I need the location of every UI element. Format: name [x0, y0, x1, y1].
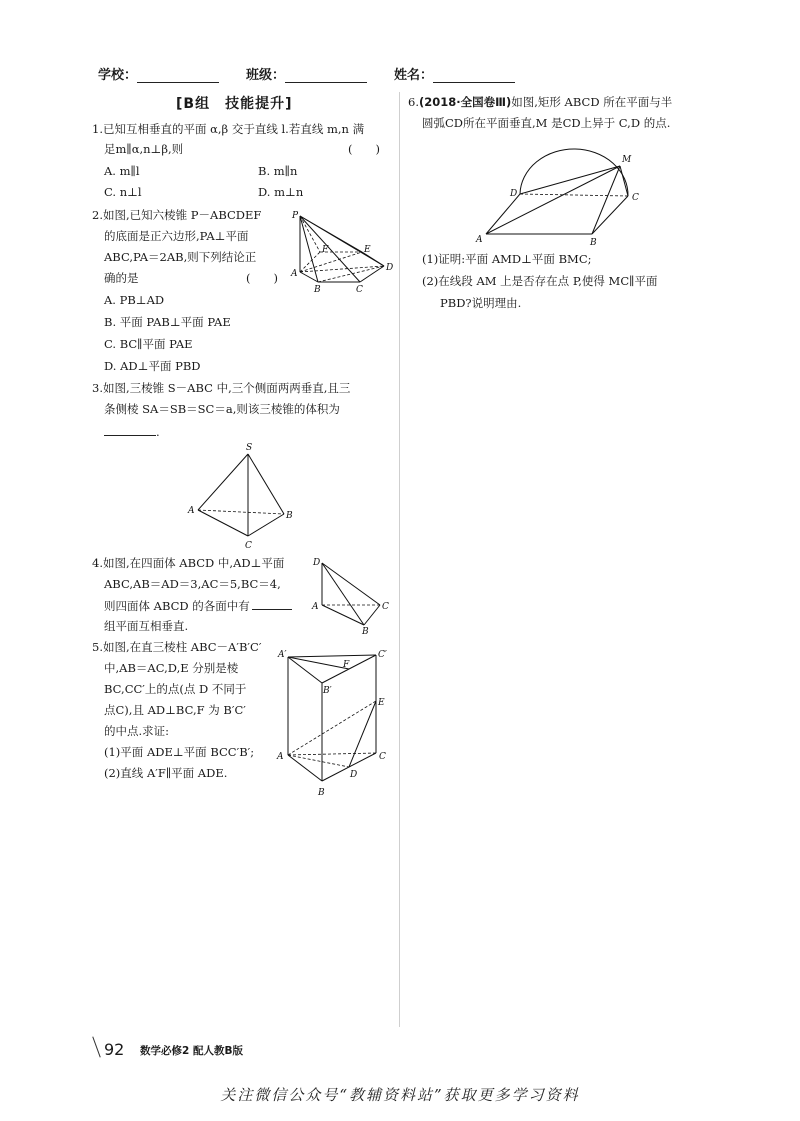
- q3-line3: [104, 424, 160, 439]
- q2-label-c: C: [356, 285, 363, 295]
- q2-hexagonal-pyramid-figure: [290, 208, 400, 298]
- q5-label-c: C: [379, 752, 386, 762]
- q6-label-m: M: [622, 155, 632, 165]
- q2-option-a: A. PB⊥AD: [104, 293, 165, 307]
- class-label: 班级：: [246, 68, 286, 83]
- q2-option-b: B. 平面 PAB⊥平面 PAE: [104, 315, 231, 329]
- q4-label-d: D: [313, 558, 321, 568]
- q5-line5: 的中点.求证:: [104, 724, 170, 738]
- q1-option-c: C. n⊥l: [104, 185, 142, 199]
- q3-line3-end: .: [156, 425, 160, 439]
- name-label: 姓名：: [394, 68, 434, 83]
- q4-line4: 组平面互相垂直.: [104, 619, 189, 633]
- q1-option-d: D. m⊥n: [258, 185, 304, 199]
- q6-line1-rest: 如图,矩形 ABCD 所在平面与半: [511, 95, 673, 109]
- school-field: [98, 64, 219, 83]
- q2-label-e: E: [364, 245, 371, 255]
- q6-source: (2018·全国卷Ⅲ): [418, 95, 512, 109]
- q5-part2: (2)直线 A′F∥平面 ADE.: [104, 766, 228, 780]
- q6-label-d: D: [510, 189, 518, 199]
- name-blank: [433, 70, 515, 83]
- q5-label-b: B: [318, 788, 325, 798]
- q3-line2: 条侧棱 SA＝SB＝SC＝a,则该三棱锥的体积为: [104, 402, 340, 416]
- q1-line1: 1.已知互相垂直的平面 α,β 交于直线 l.若直线 m,n 满: [92, 122, 365, 136]
- q5-line2: 中,AB＝AC,D,E 分别是棱: [104, 661, 239, 675]
- q4-label-c: C: [382, 602, 389, 612]
- book-title: 数学必修2 配人教B版: [140, 1045, 243, 1057]
- q2-label-p: P: [292, 211, 299, 221]
- q3-line1: 3.如图,三棱锥 S－ABC 中,三个侧面两两垂直,且三: [92, 381, 351, 395]
- class-blank: [285, 70, 367, 83]
- q3-label-a: A: [188, 506, 195, 516]
- q1-option-a: A. m∥l: [104, 164, 140, 178]
- name-field: [394, 64, 515, 83]
- q6-number: 6.: [408, 95, 419, 109]
- q6-line2: 圆弧CD所在平面垂直,M 是CD上异于 C,D 的点.: [422, 116, 671, 130]
- q5-label-b1: B′: [323, 686, 332, 696]
- q5-line3: BC,CC′上的点(点 D 不同于: [104, 682, 247, 696]
- q2-label-d: D: [386, 263, 394, 273]
- q2-answer-paren: ( ): [246, 271, 278, 285]
- q2-line3: ABC,PA＝2AB,则下列结论正: [104, 250, 257, 264]
- school-blank: [137, 70, 219, 83]
- q2-line1: 2.如图,已知六棱锥 P－ABCDEF: [92, 208, 262, 222]
- q6-part2: (2)在线段 AM 上是否存在点 P,使得 MC∥平面: [422, 274, 658, 288]
- q4-line3: [104, 598, 292, 613]
- q2-label-b: B: [314, 285, 321, 295]
- q5-label-c1: C′: [378, 650, 387, 660]
- q4-label-b: B: [362, 627, 369, 637]
- footer-slash: [92, 1036, 100, 1057]
- page-number: 92: [104, 1040, 125, 1059]
- q4-line1: 4.如图,在四面体 ABCD 中,AD⊥平面: [92, 556, 285, 570]
- q2-option-d: D. AD⊥平面 PBD: [104, 359, 201, 373]
- q3-label-s: S: [246, 443, 253, 453]
- q5-label-d: D: [350, 770, 358, 780]
- q6-label-a: A: [476, 235, 483, 245]
- q4-line3-text: 则四面体 ABCD 的各面中有: [104, 599, 250, 613]
- q6-part1: (1)证明:平面 AMD⊥平面 BMC;: [422, 252, 592, 266]
- q1-answer-paren: ( ): [348, 142, 380, 156]
- q5-label-f: F: [343, 660, 350, 670]
- q5-label-a: A: [277, 752, 284, 762]
- q5-label-e: E: [378, 698, 385, 708]
- q1-option-b: B. m∥n: [258, 164, 298, 178]
- q4-tetrahedron-figure: [310, 553, 394, 635]
- q6-label-c: C: [632, 193, 639, 203]
- q3-answer-blank: [104, 424, 156, 436]
- q2-line2: 的底面是正六边形,PA⊥平面: [104, 229, 249, 243]
- watermark-text: 关注微信公众号“教辅资料站”获取更多学习资料: [220, 1086, 580, 1104]
- school-label: 学校：: [98, 68, 138, 83]
- q3-label-b: B: [286, 511, 293, 521]
- q2-line4: 确的是: [104, 271, 139, 285]
- q4-label-a: A: [312, 602, 319, 612]
- q6-rectangle-semicircle-figure: [470, 138, 650, 248]
- q5-line1: 5.如图,在直三棱柱 ABC－A′B′C′: [92, 640, 262, 654]
- q5-line4: 点C),且 AD⊥BC,F 为 B′C′: [104, 703, 246, 717]
- q6-part2-cont: PBD?说明理由.: [440, 296, 522, 310]
- q6-label-b: B: [590, 238, 597, 248]
- q6-line1: [408, 95, 672, 109]
- q2-option-c: C. BC∥平面 PAE: [104, 337, 193, 351]
- q3-label-c: C: [245, 541, 252, 551]
- class-field: [246, 64, 367, 83]
- q5-label-a1: A′: [278, 650, 287, 660]
- q5-part1: (1)平面 ADE⊥平面 BCC′B′;: [104, 745, 255, 759]
- q2-label-f: F: [322, 245, 329, 255]
- section-title: [B组 技能提升]: [176, 96, 293, 112]
- q1-line2: 足m∥α,n⊥β,则: [104, 142, 184, 156]
- q3-triangular-pyramid-figure: [184, 440, 304, 552]
- q2-label-a: A: [291, 269, 298, 279]
- q5-right-prism-figure: [276, 643, 394, 798]
- q4-line2: ABC,AB＝AD＝3,AC＝5,BC＝4,: [104, 577, 281, 591]
- q4-answer-blank: [252, 598, 292, 610]
